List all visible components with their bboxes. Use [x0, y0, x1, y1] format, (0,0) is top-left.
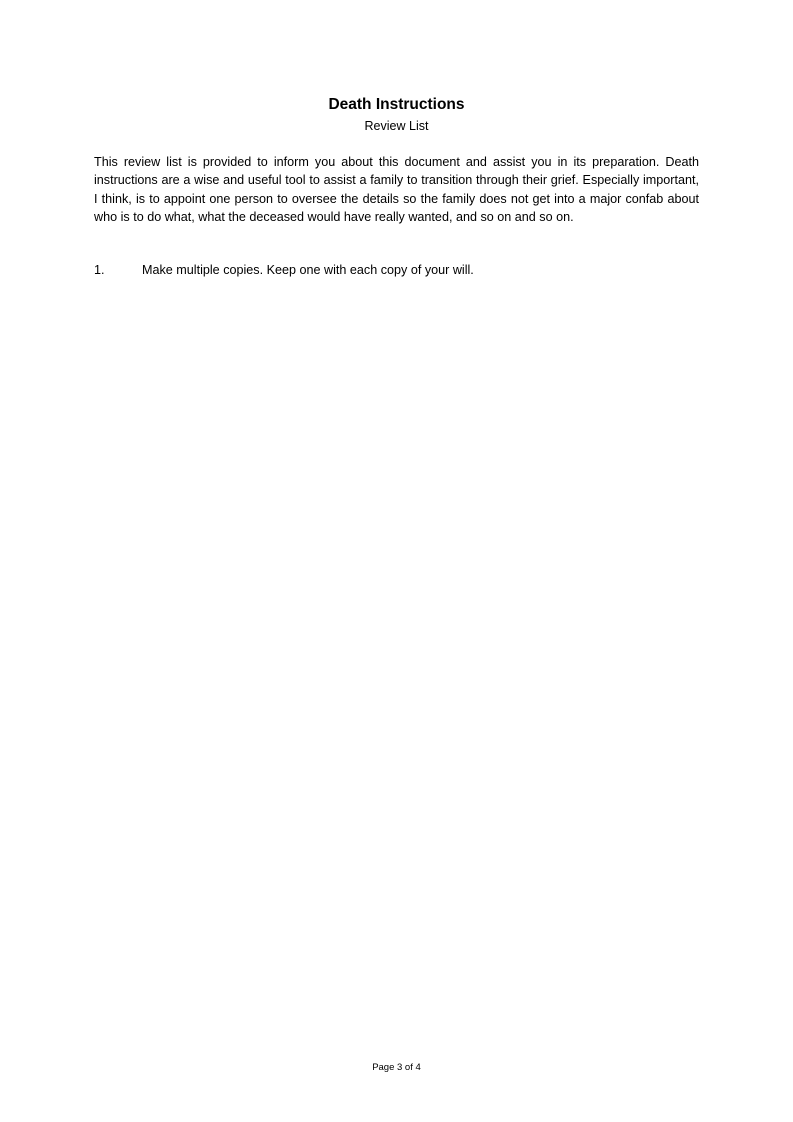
intro-paragraph: This review list is provided to inform you about this document and assist you in its preparation. Death instructions are a wise and useful tool to assist a family to transition through their grief. Especially important, I think, is to appoint one person to oversee the details so the family does not get into a major confab about who is to do what, what the deceased would have really wanted, and so on and so on.	[94, 155, 699, 224]
document-subtitle: Review List	[364, 119, 429, 133]
list-item-number: 1.	[94, 263, 105, 277]
list-item-text: Make multiple copies. Keep one with each copy of your will.	[142, 263, 474, 277]
page-number-footer: Page 3 of 4	[372, 1062, 421, 1073]
document-title: Death Instructions	[328, 96, 465, 113]
